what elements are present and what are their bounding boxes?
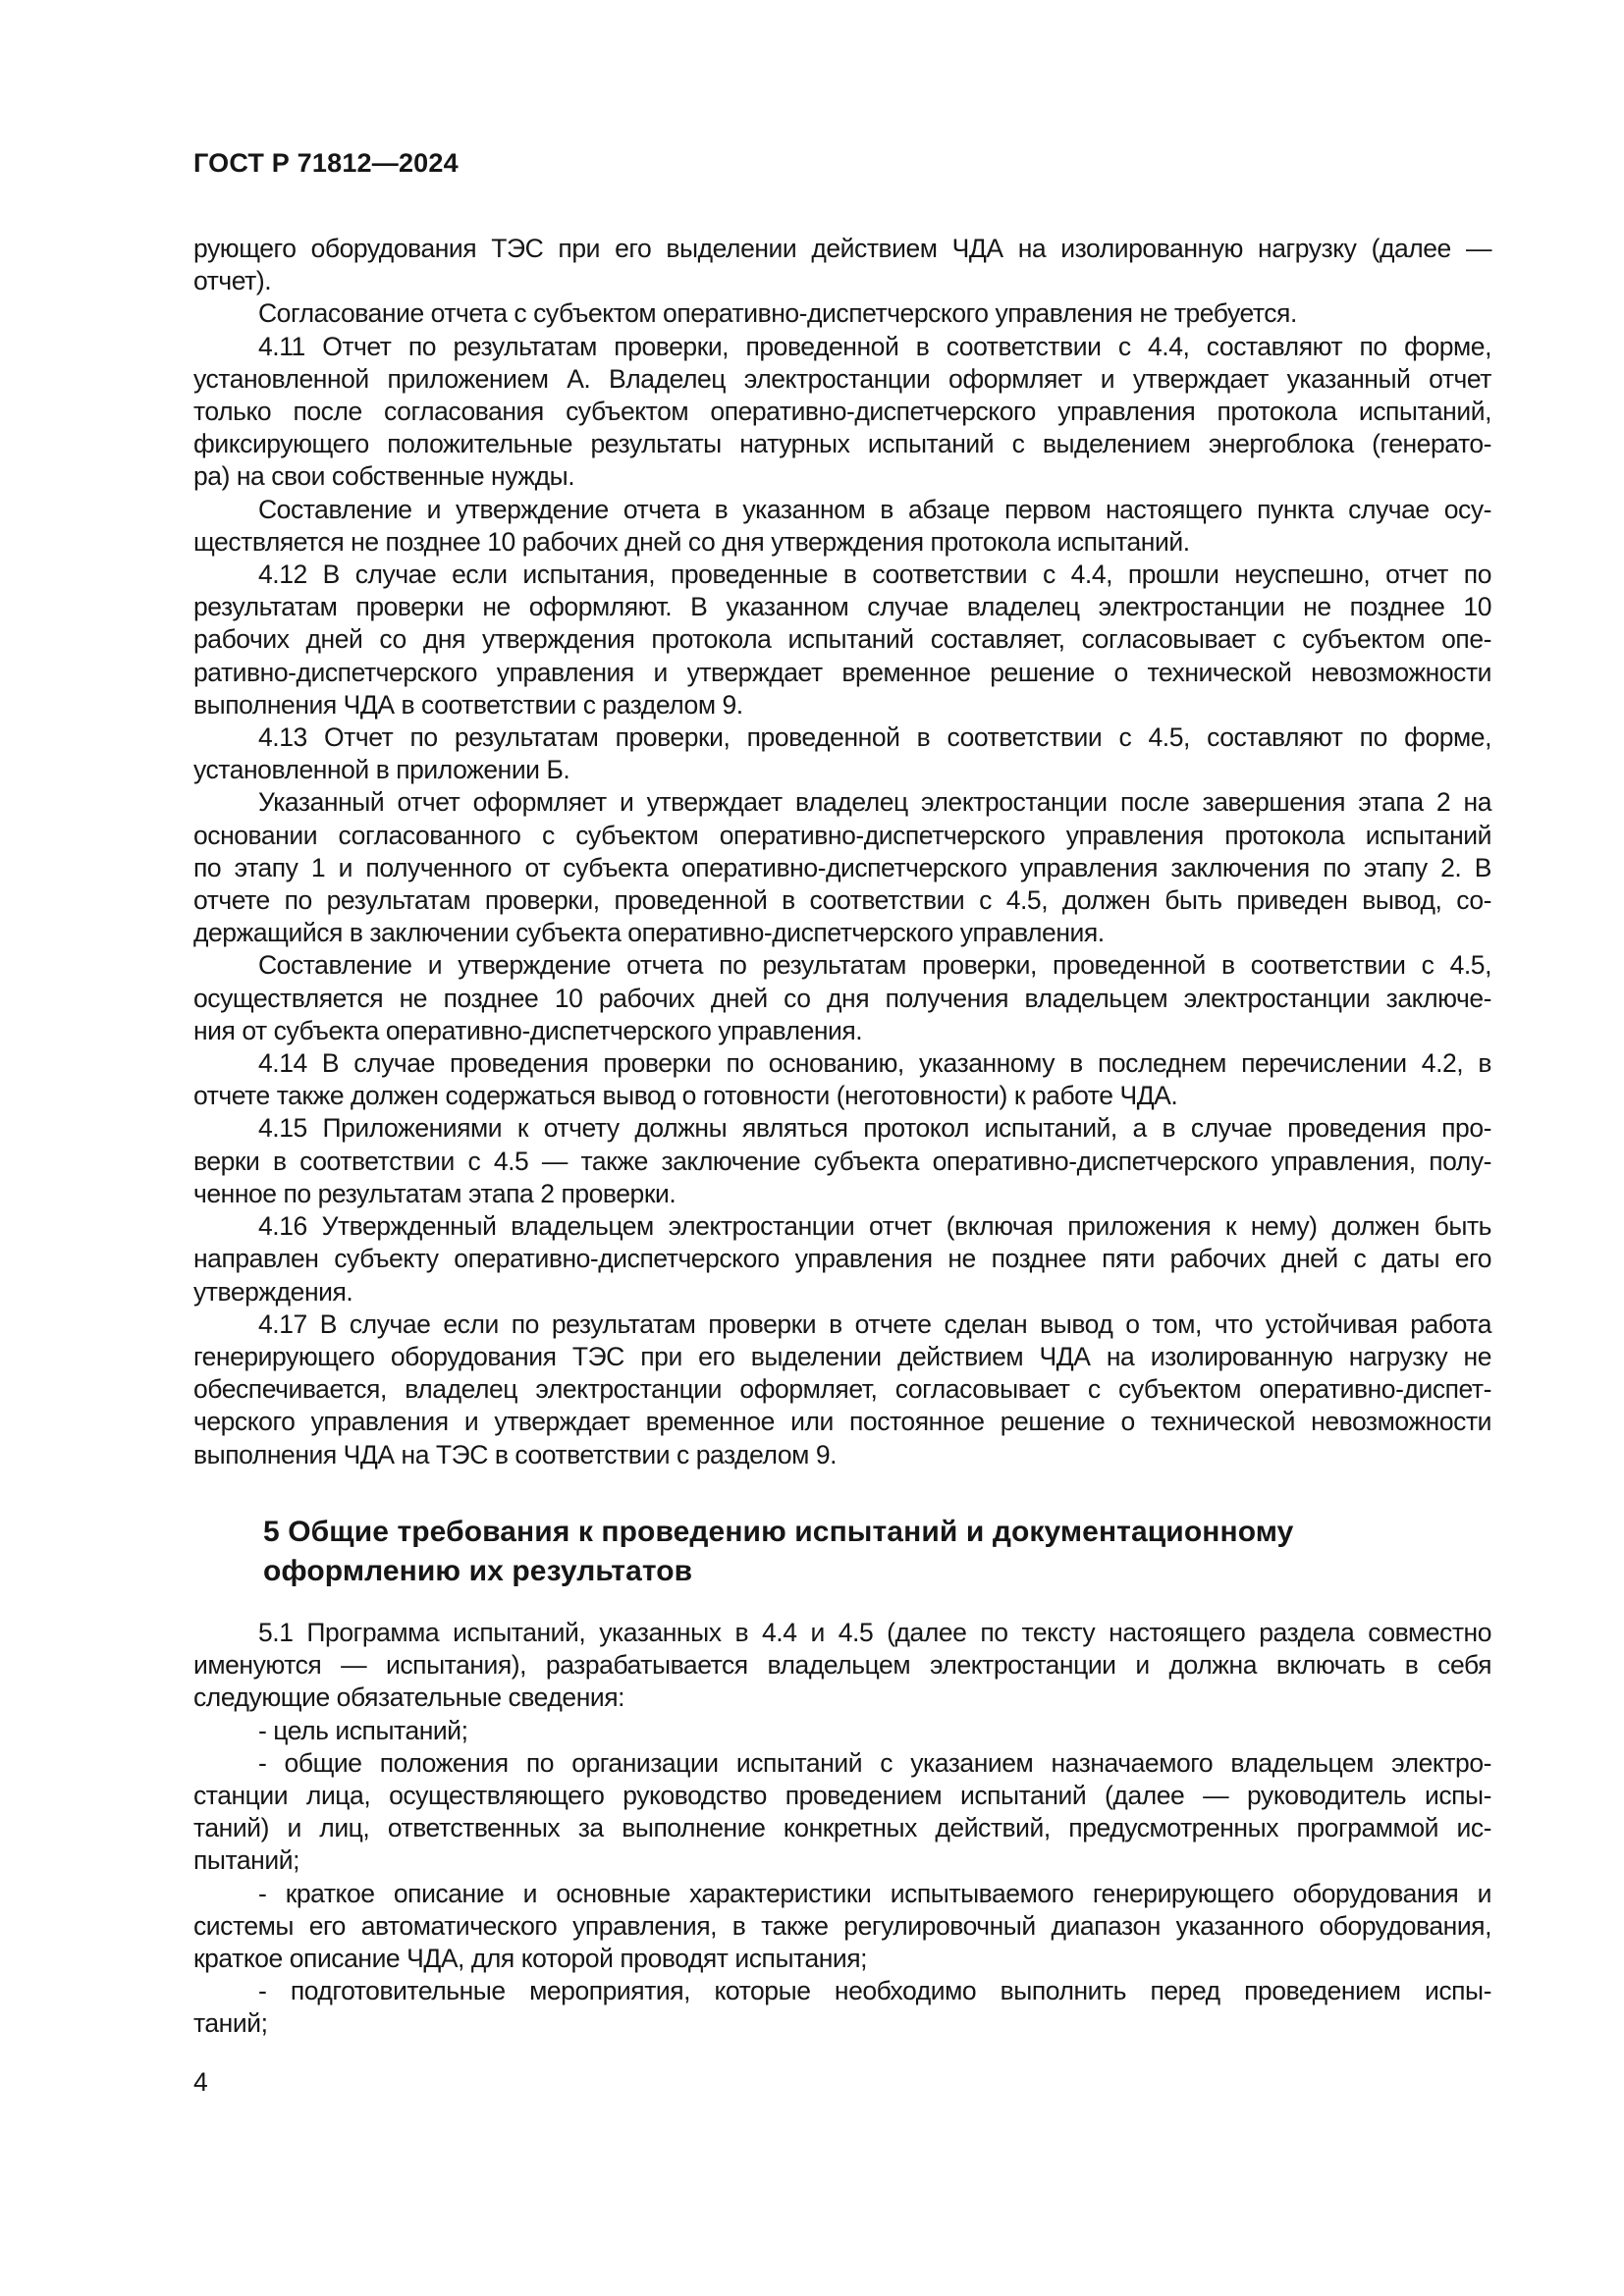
- text-line: - краткое описание и основные характеристики испытываемого генерирующего оборудования и: [258, 1878, 1491, 1908]
- paragraph: [193, 1047, 1491, 1112]
- text-line: 5.1 Программа испытаний, указанных в 4.4 и 4.5 (далее по тексту настоящего раздела совместно: [258, 1618, 1491, 1647]
- text-line: направлен субъекту оперативно-диспетчерского управления не позднее пяти рабочих дней с даты его: [193, 1244, 1491, 1274]
- text-line: станции лица, осуществляющего руководство проведением испытаний (далее — руководитель испы-: [193, 1781, 1491, 1811]
- paragraph: [193, 721, 1491, 786]
- paragraph: [193, 1715, 1491, 1747]
- text-line: черского управления и утверждает временное или постоянное решение о технической невозможности: [193, 1407, 1491, 1437]
- paragraph: [193, 559, 1491, 721]
- text-line: ченное по результатам этапа 2 проверки.: [193, 1178, 677, 1208]
- paragraph: [193, 1308, 1491, 1471]
- paragraph: [193, 1747, 1491, 1878]
- paragraph: [193, 949, 1491, 1047]
- paragraph: [193, 1975, 1491, 2040]
- text-line: только после согласования субъектом оперативно-диспетчерского управления протокола испытаний,: [193, 397, 1491, 427]
- text-line: утверждения.: [193, 1276, 353, 1307]
- text-line: генерирующего оборудования ТЭС при его выделении действием ЧДА на изолированную нагрузку не: [193, 1341, 1491, 1371]
- heading-line-2: оформлению их результатов: [263, 1555, 693, 1587]
- text-line: осуществляется не позднее 10 рабочих дней со дня получения владельцем электростанции заключе-: [193, 983, 1491, 1013]
- text-line: краткое описание ЧДА, для которой проводят испытания;: [193, 1944, 868, 1974]
- text-line: 4.16 Утвержденный владельцем электростанции отчет (включая приложения к нему) должен быть: [258, 1211, 1491, 1242]
- text-line: фиксирующего положительные результаты натурных испытаний с выделением энергоблока (генерато-: [193, 429, 1491, 459]
- text-line: рующего оборудования ТЭС при его выделении действием ЧДА на изолированную нагрузку (далее —: [193, 234, 1491, 263]
- running-header: ГОСТ Р 71812—2024: [193, 148, 459, 178]
- text-line: выполнения ЧДА на ТЭС в соответствии с разделом 9.: [193, 1439, 838, 1469]
- body-text-top: [193, 233, 1491, 1471]
- text-line: 4.11 Отчет по результатам проверки, проведенной в соответствии с 4.4, составляют по форме,: [258, 331, 1491, 361]
- paragraph: [193, 1210, 1491, 1308]
- paragraph: [193, 233, 1491, 297]
- paragraph: [193, 786, 1491, 949]
- text-line: результатам проверки не оформляют. В указанном случае владелец электростанции не позднее 10: [193, 592, 1491, 622]
- paragraph: [193, 331, 1491, 494]
- section-heading: [263, 1513, 1491, 1591]
- text-line: именуются — испытания), разрабатывается владельцем электростанции и должна включать в себя: [193, 1650, 1491, 1681]
- text-line: Согласование отчета с субъектом оперативно-диспетчерского управления не требуется.: [258, 298, 1297, 329]
- text-line: установленной приложением А. Владелец электростанции оформляет и утверждает указанный отчет: [193, 363, 1491, 394]
- paragraph: [193, 1617, 1491, 1715]
- text-line: верки в соответствии с 4.5 — также заключение субъекта оперативно-диспетчерского управления, полу-: [193, 1146, 1491, 1176]
- text-line: 4.17 В случае если по результатам проверки в отчете сделан вывод о том, что устойчивая работа: [258, 1308, 1491, 1339]
- text-line: основании согласованного с субъектом оперативно-диспетчерского управления протокола испытаний: [193, 820, 1491, 850]
- text-line: таний) и лиц, ответственных за выполнение конкретных действий, предусмотренных программой ис-: [193, 1813, 1491, 1843]
- text-line: 4.14 В случае проведения проверки по основанию, указанному в последнем перечислении 4.2, в: [258, 1048, 1491, 1079]
- text-line: ния от субъекта оперативно-диспетчерского управления.: [193, 1015, 863, 1045]
- text-line: ративно-диспетчерского управления и утверждает временное решение о технической невозможности: [193, 657, 1491, 687]
- text-line: по этапу 1 и полученного от субъекта оперативно-диспетчерского управления заключения по этапу 2. В: [193, 852, 1491, 882]
- text-line: отчете по результатам проверки, проведенной в соответствии с 4.5, должен быть приведен вывод, со-: [193, 885, 1491, 916]
- text-line: Составление и утверждение отчета в указанном в абзаце первом настоящего пункта случае осу-: [258, 494, 1491, 524]
- text-line: 4.13 Отчет по результатам проверки, проведенной в соответствии с 4.5, составляют по форме,: [258, 722, 1491, 753]
- paragraph: [193, 297, 1491, 330]
- text-line: - цель испытаний;: [258, 1715, 468, 1745]
- text-line: отчет).: [193, 266, 272, 296]
- text-line: 4.12 В случае если испытания, проведенные в соответствии с 4.4, прошли неуспешно, отчет по: [258, 560, 1491, 590]
- text-line: установленной в приложении Б.: [193, 755, 570, 785]
- text-line: держащийся в заключении субъекта оперативно-диспетчерского управления.: [193, 918, 1105, 948]
- text-line: выполнения ЧДА в соответствии с разделом 9.: [193, 689, 743, 720]
- text-line: Указанный отчет оформляет и утверждает владелец электростанции после завершения этапа 2 на: [258, 787, 1491, 818]
- page-number: 4: [193, 2067, 208, 2097]
- text-line: следующие обязательные сведения:: [193, 1682, 625, 1713]
- text-line: - общие положения по организации испытаний с указанием назначаемого владельцем электро-: [258, 1747, 1491, 1778]
- text-line: ра) на свои собственные нужды.: [193, 461, 575, 492]
- text-line: пытаний;: [193, 1845, 299, 1876]
- text-line: рабочих дней со дня утверждения протокола испытаний составляет, согласовывает с субъектом опе-: [193, 624, 1491, 655]
- text-line: отчете также должен содержаться вывод о готовности (неготовности) к работе ЧДА.: [193, 1081, 1178, 1111]
- text-line: Составление и утверждение отчета по результатам проверки, проведенной в соответствии с 4.5,: [258, 950, 1491, 981]
- paragraph: [193, 494, 1491, 559]
- paragraph: [193, 1112, 1491, 1210]
- text-line: 4.15 Приложениями к отчету должны являться протокол испытаний, а в случае проведения про-: [258, 1113, 1491, 1144]
- paragraph: [193, 1878, 1491, 1976]
- text-line: обеспечивается, владелец электростанции оформляет, согласовывает с субъектом оперативно-диспет-: [193, 1374, 1491, 1405]
- body-text-bottom: [193, 1617, 1491, 2041]
- heading-line-1: 5 Общие требования к проведению испытаний и документационному: [263, 1516, 1294, 1548]
- text-line: - подготовительные мероприятия, которые необходимо выполнить перед проведением испы-: [258, 1976, 1491, 2006]
- text-line: системы его автоматического управления, в также регулировочный диапазон указанного оборудования,: [193, 1910, 1491, 1941]
- text-line: ществляется не позднее 10 рабочих дней со дня утверждения протокола испытаний.: [193, 526, 1190, 557]
- text-line: таний;: [193, 2008, 268, 2039]
